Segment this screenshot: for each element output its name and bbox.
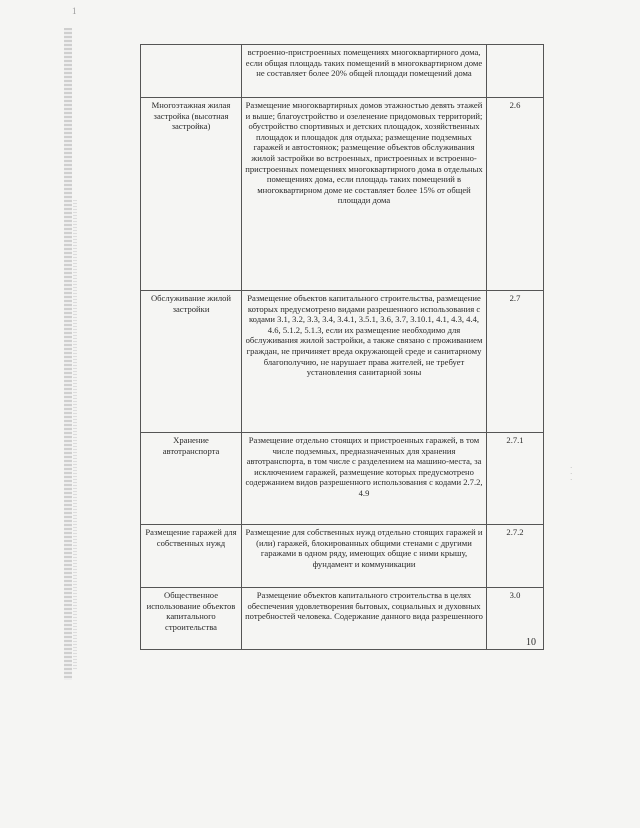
use-code-cell: 2.7.1: [487, 433, 544, 525]
use-description-cell: Размещение многоквартирных домов этажностью девять этажей и выше; благоустройство и озеленение придомовых территорий; обустройство спортивных и детских площадок, хозяйственных площадок и площадок для отдыха; размещение подземных гаражей и автостоянок; размещение объектов обслуживания жилой застройки во встроенных, пристроенных и встроенно-пристроенных помещениях многоквартирного дома в отдельных помещениях дома, если площадь таких помещений в многоквартирном доме не составляет более 15% от общей площади дома: [242, 98, 487, 291]
table-row: [141, 291, 544, 433]
page-number: 10: [526, 637, 536, 648]
use-code-cell: 2.7: [487, 291, 544, 433]
use-code-cell: 2.6: [487, 98, 544, 291]
use-description-cell: Размещение для собственных нужд отдельно стоящих гаражей и (или) гаражей, блокированных общими стенами с другими гаражами в одном ряду, имеющих общие с ними крышу, фундамент и коммуникации: [242, 525, 487, 588]
use-description-cell: встроенно-пристроенных помещениях многоквартирного дома, если общая площадь таких помещений в многоквартирном доме не составляет более 20% общей площади помещений дома: [242, 45, 487, 98]
use-name-cell: Общественное использование объектов капитального строительства: [141, 588, 242, 650]
table-row: [141, 45, 544, 98]
corner-mark: 1: [72, 6, 77, 16]
use-description-cell: Размещение объектов капитального строительства в целях обеспечения удовлетворения бытовых, социальных и духовных потребностей человека. Содержание данного вида разрешенного: [242, 588, 487, 650]
use-description-cell: Размещение объектов капитального строительства, размещение которых предусмотрено видами разрешенного использования с кодами 3.1, 3.2, 3.3, 3.4, 3.4.1, 3.5.1, 3.6, 3.7, 3.10.1, 4.1, 4.3, 4.4, 4.6, 5.1.2, 5.1.3, если их размещение необходимо для обслуживания жилой застройки, а также связано с проживанием граждан, не причиняет вреда окружающей среде и санитарному благополучию, не нарушает права жителей, не требует установления санитарной зоны: [242, 291, 487, 433]
use-name-cell: Хранение автотранспорта: [141, 433, 242, 525]
binding-edge-stripes: [64, 28, 72, 680]
binding-edge-stripes-inner: [73, 200, 77, 670]
table-row: [141, 433, 544, 525]
use-description-cell: Размещение отдельно стоящих и пристроенных гаражей, в том числе подземных, предназначенных для хранения автотранспорта, в том числе с разделением на машино-места, за исключением гаражей, размещение которых предусмотрено содержанием видов разрешенного использования с кодами 2.7.2, 4.9: [242, 433, 487, 525]
scan-artifact-dots: · · ·: [570, 464, 573, 484]
use-name-cell: [141, 45, 242, 98]
land-use-table: [140, 44, 544, 650]
table-row: [141, 588, 544, 650]
use-code-cell: [487, 45, 544, 98]
use-code-cell: 2.7.2: [487, 525, 544, 588]
use-code-cell: 3.0: [487, 588, 544, 650]
use-name-cell: Многоэтажная жилая застройка (высотная застройка): [141, 98, 242, 291]
use-name-cell: Размещение гаражей для собственных нужд: [141, 525, 242, 588]
table-row: [141, 525, 544, 588]
table-row: [141, 98, 544, 291]
use-name-cell: Обслуживание жилой застройки: [141, 291, 242, 433]
